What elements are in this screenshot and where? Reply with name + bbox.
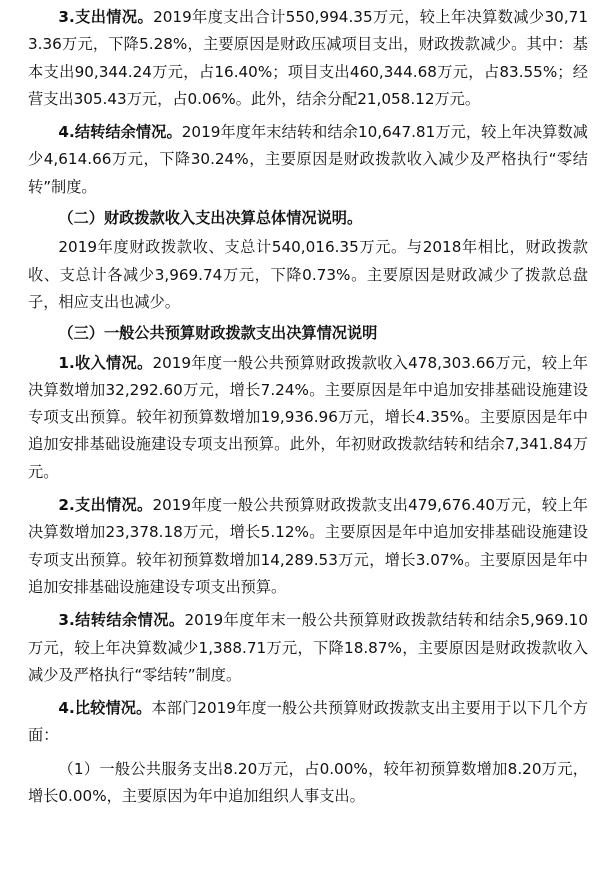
paragraph-carryover bbox=[28, 119, 588, 201]
paragraph-expenditure bbox=[28, 4, 588, 113]
paragraph-text: 2019年度一般公共预算财政拨款支出479,676.40万元，较上年决算数增加23,378.18万元，增长5.12%。主要原因是年中追加安排基础设施建设专项支出预算。较年初预算数增加14,289.53万元，增长3.07%。主要原因是年中追加安排基础设施建设专项支出预算。 bbox=[28, 496, 588, 596]
paragraph-income bbox=[28, 350, 588, 486]
paragraph-lead: 3.支出情况。 bbox=[58, 8, 154, 26]
paragraph-text: 本部门2019年度一般公共预算财政拨款支出主要用于以下几个方面： bbox=[28, 699, 589, 745]
paragraph-lead: 4.结转结余情况。 bbox=[58, 123, 182, 142]
section-heading-general-budget: （三）一般公共预算财政拨款支出决算情况说明 bbox=[58, 324, 378, 343]
paragraph-lead: 4.比较情况。 bbox=[58, 699, 152, 718]
paragraph-text: 2019年度年末结转和结余10,647.81万元，较上年决算数减少4,614.66万元，下降30.24%，主要原因是财政拨款收入减少及严格执行“零结转”制度。 bbox=[28, 123, 588, 196]
paragraph-comparison bbox=[28, 695, 588, 750]
paragraph-general-carryover bbox=[28, 607, 588, 689]
paragraph-text: 2019年度一般公共预算财政拨款收入478,303.66万元，较上年决算数增加32,292.60万元，增长7.24%。主要原因是年中追加安排基础设施建设专项支出预算。较年初预算数增加19,936.96万元，增长4.35%。主要原因是年中追加安排基础设施建设专项支出预算。此外，年初财政拨款结转和结余7,341.84万元。 bbox=[28, 353, 588, 481]
paragraph-text: （1）一般公共服务支出8.20万元，占0.00%，较年初预算数增加8.20万元，增长0.00%，主要原因为年中追加组织人事支出。 bbox=[28, 759, 588, 806]
paragraph-text: 2019年度财政拨款收、支总计540,016.35万元。与2018年相比，财政拨款收、支总计各减少3,969.74万元，下降0.73%。主要原因是财政减少了拨款总盘子，相应支出也减少。 bbox=[28, 238, 588, 311]
paragraph-lead: 3.结转结余情况。 bbox=[58, 611, 185, 630]
paragraph-general-expenditure bbox=[28, 492, 588, 601]
paragraph-text: 2019年度支出合计550,994.35万元，较上年决算数减少30,713.36万元，下降5.28%，主要原因是财政压减项目支出，财政拨款减少。其中：基本支出90,344.24万元，占16.40%；项目支出460,344.68万元，占83.55%；经营支出305.43万元，占0.06%。此外，结余分配21,058.12万元。 bbox=[28, 8, 588, 108]
section-heading-fiscal-overview: （二）财政拨款收入支出决算总体情况说明。 bbox=[58, 209, 363, 228]
paragraph-public-services bbox=[28, 756, 588, 811]
paragraph-lead: 2.支出情况。 bbox=[58, 496, 153, 515]
paragraph-text: 2019年度年末一般公共预算财政拨款结转和结余5,969.10万元，较上年决算数减少1,388.71万元，下降18.87%，主要原因是财政拨款收入减少及严格执行“零结转”制度。 bbox=[28, 611, 588, 684]
paragraph-lead: 1.收入情况。 bbox=[58, 353, 153, 372]
paragraph-fiscal-overview bbox=[28, 234, 588, 316]
